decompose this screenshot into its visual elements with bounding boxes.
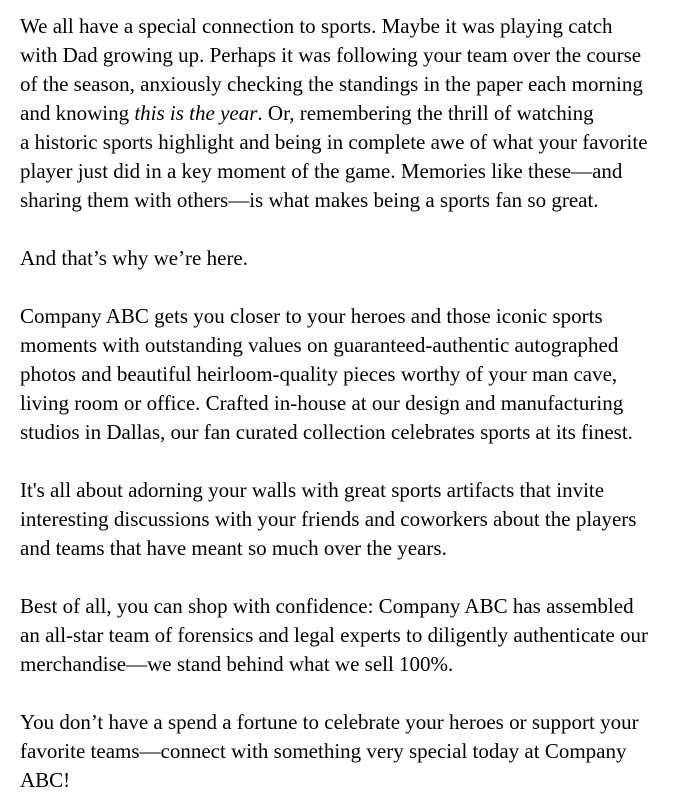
text-line (20, 244, 669, 273)
text-line (20, 592, 669, 621)
text-line (20, 476, 669, 505)
text-line (20, 70, 669, 99)
text-run: We all have a special connection to sports. Maybe it was playing catch (20, 14, 613, 38)
text-line (20, 331, 669, 360)
text-line (20, 418, 669, 447)
text-line (20, 708, 669, 737)
text-line (20, 737, 669, 766)
text-line (20, 12, 669, 41)
text-line (20, 534, 669, 563)
text-run: . Or, remembering the thrill of watching (257, 101, 594, 125)
document-body (20, 12, 669, 793)
text-run: moments with outstanding values on guaranteed-authentic autographed (20, 333, 619, 357)
text-run: It's all about adorning your walls with great sports artifacts that invite (20, 478, 605, 502)
text-line (20, 505, 669, 534)
text-line (20, 302, 669, 331)
text-run: ABC! (20, 768, 71, 792)
text-line (20, 766, 669, 793)
text-run: merchandise—we stand behind what we sell 100%. (20, 652, 454, 676)
text-line (20, 157, 669, 186)
text-line (20, 389, 669, 418)
text-run: an all-star team of forensics and legal experts to diligently authenticate our (20, 623, 649, 647)
text-run: Best of all, you can shop with confidence: Company ABC has assembled (20, 594, 634, 618)
text-line (20, 128, 669, 157)
text-line (20, 621, 669, 650)
text-run: and knowing (20, 101, 135, 125)
italic-text-run: this is the year (134, 101, 258, 125)
text-run: interesting discussions with your friends and coworkers about the players (20, 507, 637, 531)
text-run: photos and beautiful heirloom-quality pieces worthy of your man cave, (20, 362, 618, 386)
paragraph (20, 12, 669, 215)
text-run: player just did in a key moment of the game. Memories like these—and (20, 159, 623, 183)
paragraph (20, 592, 669, 679)
text-run: studios in Dallas, our fan curated collection celebrates sports at its finest. (20, 420, 633, 444)
text-run: And that’s why we’re here. (20, 246, 249, 270)
text-line (20, 99, 669, 128)
paragraph (20, 244, 669, 273)
paragraph (20, 302, 669, 447)
paragraph (20, 708, 669, 793)
text-run: a historic sports highlight and being in complete awe of what your favorite (20, 130, 648, 154)
text-run: living room or office. Crafted in-house at our design and manufacturing (20, 391, 624, 415)
text-run: Company ABC gets you closer to your heroes and those iconic sports (20, 304, 603, 328)
text-run: sharing them with others—is what makes being a sports fan so great. (20, 188, 599, 212)
text-run: with Dad growing up. Perhaps it was following your team over the course (20, 43, 642, 67)
paragraph (20, 476, 669, 563)
text-line (20, 650, 669, 679)
text-line (20, 360, 669, 389)
text-run: of the season, anxiously checking the standings in the paper each morning (20, 72, 643, 96)
text-run: favorite teams—connect with something very special today at Company (20, 739, 627, 763)
text-line (20, 41, 669, 70)
text-run: and teams that have meant so much over the years. (20, 536, 447, 560)
text-line (20, 186, 669, 215)
text-run: You don’t have a spend a fortune to celebrate your heroes or support your (20, 710, 639, 734)
